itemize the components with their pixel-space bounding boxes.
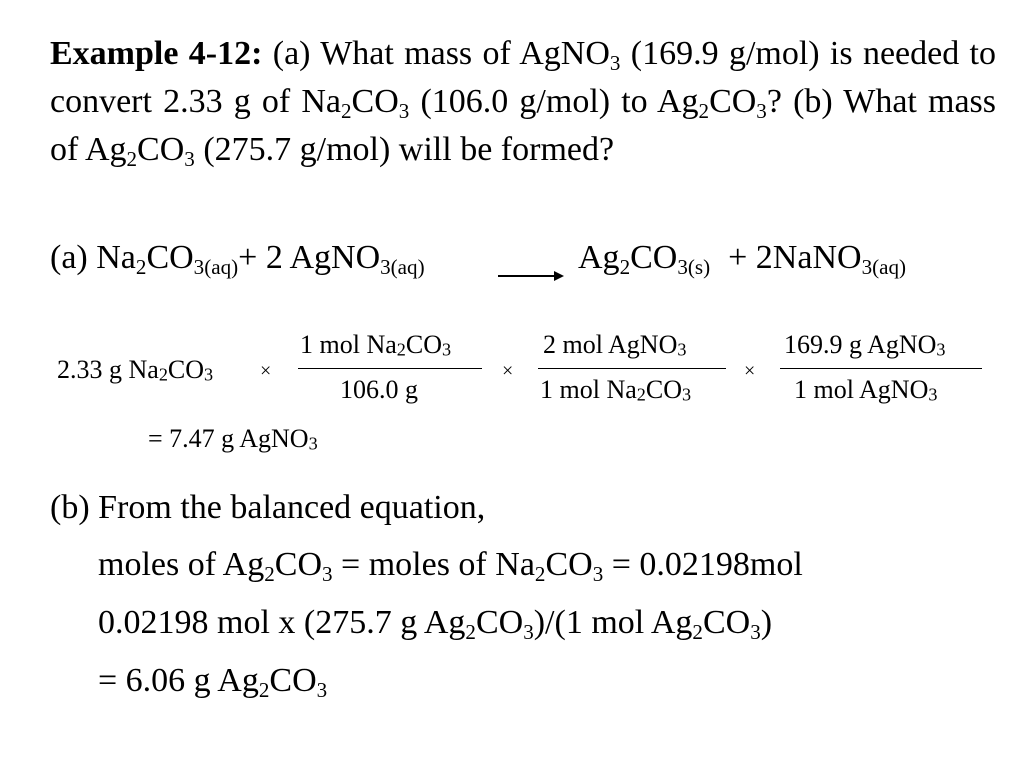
times-sign: × [260,360,272,382]
reaction-products [578,238,906,278]
calc-text: CO [167,355,205,384]
calc-text: 1 mol AgNO [794,375,929,404]
subscript: 2 [341,98,352,123]
subscript: 3 [322,561,333,586]
reaction-text: + 2 AgNO [238,239,381,276]
subscript: 3 [523,619,534,644]
fraction-1-bar [298,368,482,369]
fraction-1-numerator [300,330,451,360]
reaction-text: CO [630,239,678,276]
problem-text: (275.7 g/mol) will be formed? [194,131,615,168]
part-b-text: = moles of Na [332,546,535,583]
part-b-heading: (b) From the balanced equation, [50,489,486,526]
conversion-result [148,424,318,454]
subscript: 2 [135,254,147,279]
calc-text: CO [645,375,682,404]
calc-text: CO [405,330,442,359]
subscript: 3 [681,384,692,405]
subscript: 2 [619,254,631,279]
given-quantity [57,355,213,385]
reaction-text: (a) Na [50,239,136,276]
subscript: 3 [936,339,946,360]
part-b-line-3 [98,603,772,643]
calc-text: = 7.47 g AgNO [148,424,309,453]
fraction-3-bar [780,368,982,369]
problem-text: (169.9 g/mol) is needed to convert 2.33 g of Na [50,35,996,120]
part-b-text: = 0.02198mol [603,546,803,583]
problem-text: CO [137,131,185,168]
problem-text: (a) What mass of AgNO [262,35,610,72]
part-b-text: CO [475,604,524,641]
subscript: 3 [308,433,318,454]
subscript: 3 [750,619,761,644]
part-b-line-2 [98,545,803,585]
subscript: 2 [534,561,546,586]
subscript: 3 [609,50,621,75]
part-b-text: 0.02198 mol x (275.7 g Ag [98,604,466,641]
subscript: 3 [592,561,604,586]
subscript: 2 [636,384,646,405]
subscript: 3 [184,146,195,171]
subscript: 3 [441,339,452,360]
subscript: 2 [465,619,476,644]
problem-text: CO [709,83,757,120]
part-b-answer [98,661,327,701]
part-b-text: = 6.06 g Ag [98,662,259,699]
times-sign: × [744,360,756,382]
subscript: 2 [692,619,703,644]
reaction-text: + 2NaNO [728,239,862,276]
reaction-text: Ag [578,239,620,276]
problem-text: ? (b) What mass of Ag [50,83,997,168]
reaction-arrow-icon [498,270,564,282]
subscript: 2 [126,146,138,171]
subscript: 3 [204,364,214,385]
subscript: 3(aq) [193,254,239,279]
example-label: Example 4-12: [50,35,263,72]
part-b-text: )/(1 mol Ag [533,604,693,641]
fraction-1-denominator: 106.0 g [340,375,418,404]
subscript: 2 [258,677,270,702]
subscript: 2 [396,339,406,360]
subscript: 2 [698,98,710,123]
part-b-text: CO [545,546,593,583]
calc-text: 1 mol Na [540,375,637,404]
fraction-2-bar [538,368,726,369]
reaction-reactants [50,238,425,278]
times-sign: × [502,360,514,382]
calc-text: 169.9 g AgNO [784,330,937,359]
fraction-2-numerator [543,330,686,360]
reaction-text: CO [146,239,194,276]
subscript: 3(aq) [380,254,425,279]
subscript: 2 [158,364,168,385]
part-b-text: CO [269,662,317,699]
part-b-text: moles of Ag [98,546,265,583]
calc-text: 1 mol Na [300,330,397,359]
subscript: 3 [928,384,938,405]
part-b-text: CO [702,604,751,641]
subscript: 3(aq) [861,254,907,279]
problem-text: CO [351,83,399,120]
subscript: 3 [756,98,767,123]
problem-statement [50,30,996,174]
part-b-text: ) [760,604,773,641]
subscript: 2 [264,561,275,586]
problem-text: (106.0 g/mol) to Ag [409,83,699,120]
part-b-text: CO [274,546,322,583]
fraction-2-denominator [540,375,691,405]
fraction-3-numerator [784,330,946,360]
calc-text: 2 mol AgNO [543,330,678,359]
subscript: 3 [677,339,687,360]
subscript: 3 [316,677,328,702]
calc-text: 2.33 g Na [57,355,159,384]
fraction-3-denominator [794,375,937,405]
subscript: 3 [398,98,410,123]
subscript: 3(s) [677,254,711,279]
